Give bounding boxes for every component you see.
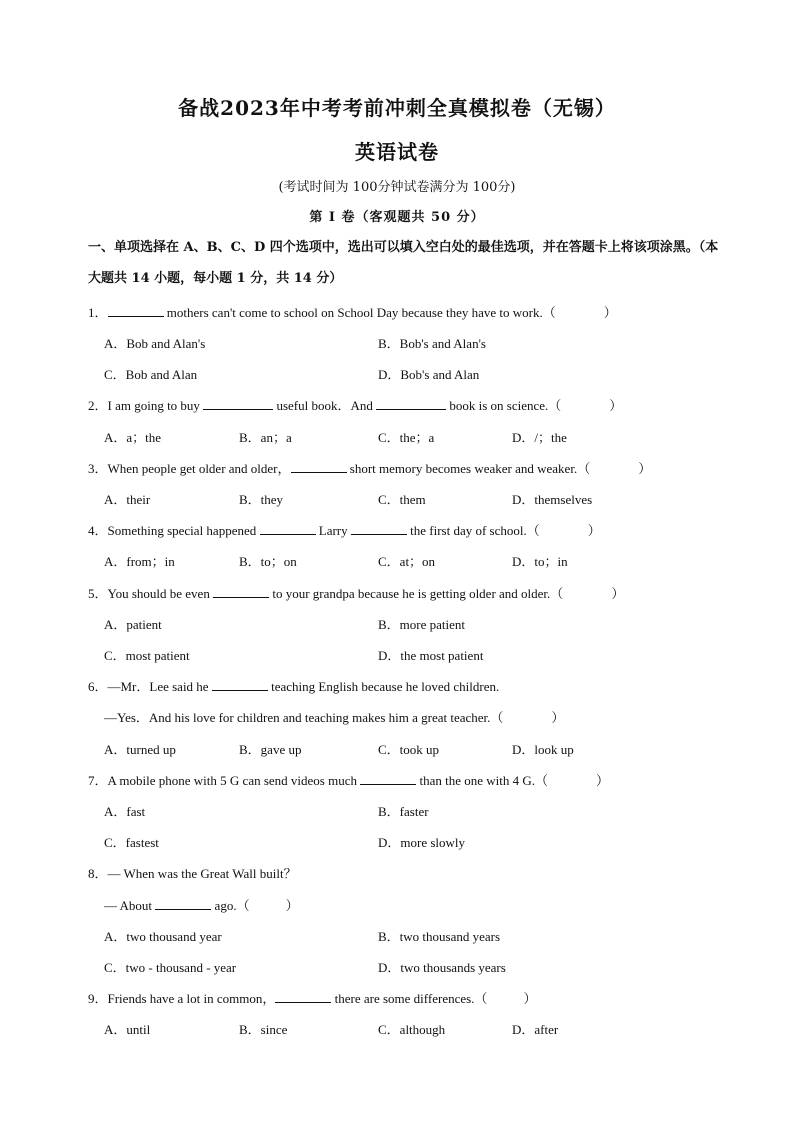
exam-title: 备战2023年中考考前冲刺全真模拟卷（无锡） [178,96,616,120]
option-d: D．the most patient [378,648,484,663]
part-heading: 第 I 卷（客观题共 50 分） [309,210,485,225]
answer-blank [155,897,211,910]
question-text: the first day of school.（ [406,523,540,538]
option-a: A．Bob and Alan's [104,336,206,351]
option-c: C．fastest [104,835,159,850]
option-d: D．more slowly [378,835,466,850]
question-text: ago.（ [211,898,250,913]
section-instruction: 一、单项选择在 A、B、C、D 四个选项中，选出可以填入空白处的最佳选项，并在答题卡上将该项涂黑。（本大题共 14 小题，每小题 1 分，共 14 分） [88,240,719,286]
option-d: D．after [512,1022,559,1037]
question-text: book is on science.（ [446,398,562,413]
option-b: B．an；a [239,430,292,445]
question-text: — About [104,898,156,913]
question-text: short memory becomes weaker and weaker.（ [346,461,591,476]
answer-paren-close: ） [587,523,601,538]
answer-paren-close: ） [609,398,623,413]
answer-blank [291,460,347,473]
option-a: A．until [104,1022,151,1037]
option-a: A．a；the [104,430,162,445]
option-d: D．to；in [512,554,568,569]
answer-blank [203,397,273,410]
question-text: useful book．And [273,398,377,413]
option-b: B．Bob's and Alan's [378,336,486,351]
option-d: D．themselves [512,492,593,507]
question-text: mothers can't come to school on School Day because they have to work.（ [163,305,556,320]
question-text: 4．Something special happened [88,523,260,538]
question-text: —Yes．And his love for children and teaching makes him a great teacher.（ [104,710,504,725]
question-text: Larry [315,523,351,538]
option-d: D．Bob's and Alan [378,367,480,382]
question-text: than the one with 4 G.（ [416,773,549,788]
option-d: D．look up [512,742,574,757]
option-d: D．two thousands years [378,960,506,975]
question-text: 2．I am going to buy [88,398,204,413]
option-b: B．gave up [239,742,302,757]
option-c: C．at；on [378,554,436,569]
answer-blank [213,585,269,598]
question-7 [88,770,609,789]
question-text: 5．You should be even [88,586,214,601]
option-c: C．although [378,1022,446,1037]
question-1 [88,302,617,321]
question-text: teaching English because he loved children. [267,679,500,694]
question-6-reply [104,707,564,726]
answer-blank [275,990,331,1003]
answer-paren-close: ） [603,305,617,320]
answer-paren-close: ） [596,773,610,788]
option-b: B．since [239,1022,288,1037]
option-a: A．from；in [104,554,175,569]
option-b: B．two thousand years [378,929,501,944]
question-text: 7．A mobile phone with 5 G can send videos much [88,773,361,788]
option-b: B．to；on [239,554,297,569]
question-text: 3．When people get older and older， [88,461,291,476]
option-a: A．two thousand year [104,929,222,944]
option-c: C．Bob and Alan [104,367,198,382]
question-text: 6．—Mr．Lee said he [88,679,212,694]
question-text: 8．— When was the Great Wall built？ [88,866,297,881]
answer-blank [360,772,416,785]
option-a: A．patient [104,617,162,632]
answer-blank [351,522,407,535]
option-d: D．/；the [512,430,567,445]
option-a: A．turned up [104,742,176,757]
answer-blank [376,397,446,410]
question-8 [88,863,297,882]
question-text: to your grandpa because he is getting older and older.（ [269,586,564,601]
option-c: C．took up [378,742,440,757]
question-2 [88,395,622,414]
option-b: B．faster [378,804,429,819]
option-c: C．most patient [104,648,190,663]
subject-title: 英语试卷 [355,140,439,164]
answer-paren-close: ） [611,586,625,601]
option-b: B．they [239,492,284,507]
option-b: B．more patient [378,617,466,632]
option-c: C．two - thousand - year [104,960,237,975]
option-a: A．their [104,492,151,507]
option-c: C．the；a [378,430,435,445]
option-c: C．them [378,492,426,507]
answer-blank [212,678,268,691]
time-note: (考试时间为 100分钟试卷满分为 100分) [278,180,516,195]
question-6 [88,676,499,695]
question-text: 9．Friends have a lot in common， [88,991,276,1006]
question-number: 1． [88,305,108,320]
answer-blank [260,522,316,535]
question-8-reply [104,895,299,914]
question-9 [88,988,536,1007]
question-4 [88,520,601,539]
question-text: there are some differences.（ [331,991,488,1006]
option-a: A．fast [104,804,146,819]
question-5 [88,583,624,602]
question-3 [88,458,651,477]
answer-paren-close: ） [523,991,537,1006]
answer-paren-close: ） [551,710,565,725]
answer-paren-close: ） [285,898,299,913]
answer-blank [108,304,164,317]
answer-paren-close: ） [638,461,652,476]
